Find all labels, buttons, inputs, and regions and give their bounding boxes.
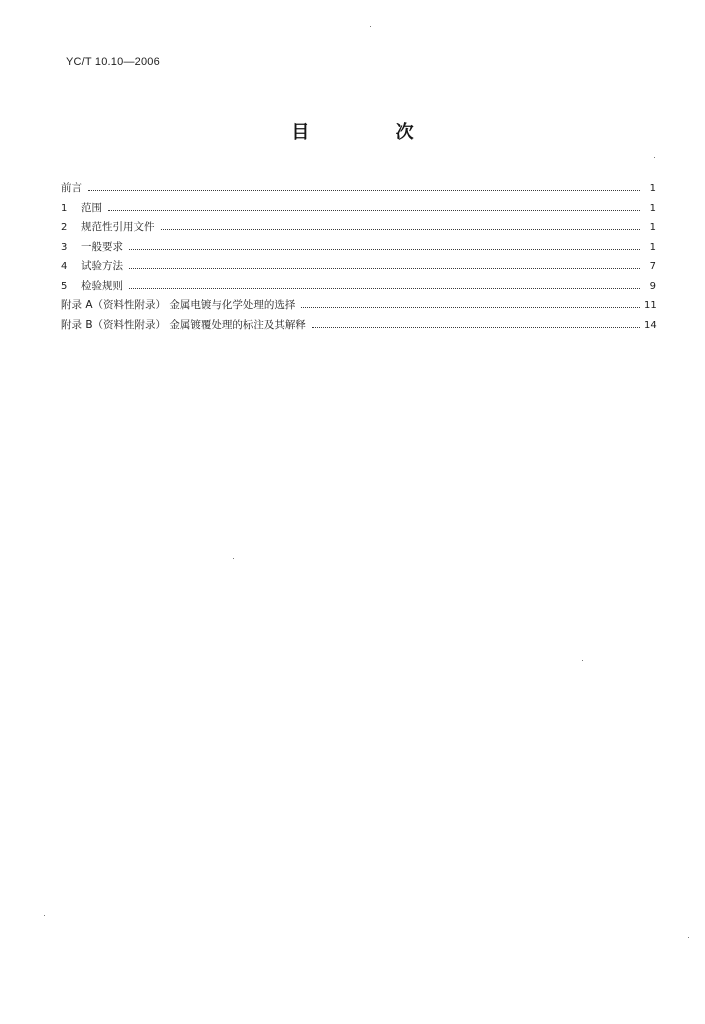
toc-entry-page: 1 [649,202,656,214]
toc-entry-title: 规范性引用文件 [81,221,155,233]
dot-leader [312,327,640,328]
toc-entry-title: 附录 B（资料性附录） 金属镀覆处理的标注及其解释 [61,318,306,331]
toc-entry-title: 附录 A（资料性附录） 金属电镀与化学处理的选择 [61,299,296,311]
dot-leader [88,190,640,191]
dot-leader [129,288,640,289]
toc-entry-number: 5 [61,280,68,292]
toc-entry-scope[interactable] [61,200,656,220]
toc-entry-normative-references[interactable] [61,219,656,239]
toc-entry-number: 3 [61,241,68,253]
toc-entry-number: 4 [61,261,68,272]
toc-entry-page: 1 [649,222,656,233]
toc-entry-page: 1 [649,183,656,194]
scan-speck [44,915,45,916]
toc-entry-page: 7 [649,261,656,272]
toc-entry-number: 1 [61,202,68,214]
dot-leader [108,210,640,211]
toc-entry-foreword[interactable] [61,180,656,200]
dot-leader [301,307,640,308]
toc-entry-title: 前言 [61,182,82,194]
scan-speck [370,26,371,27]
toc-entry-page: 11 [644,300,657,311]
toc-entry-test-methods[interactable] [61,258,656,278]
scan-speck [688,937,689,938]
toc-entry-number: 2 [61,222,68,233]
toc-entry-annex-b[interactable] [61,317,656,337]
dot-leader [129,249,640,250]
scan-speck [582,660,583,661]
toc-entry-title: 范围 [81,201,102,214]
toc-entry-title: 一般要求 [81,240,123,253]
toc-entry-page: 14 [644,319,657,331]
dot-leader [129,268,640,269]
toc-title: 目 次 [291,122,454,143]
dot-leader [161,229,641,230]
scan-speck [654,157,655,158]
standard-code: YC/T 10.10—2006 [66,56,160,68]
toc-entry-general-requirements[interactable] [61,239,656,259]
toc-entry-inspection-rules[interactable] [61,278,656,298]
toc-entry-page: 1 [649,241,656,253]
toc-entry-title: 检验规则 [81,279,123,292]
table-of-contents [61,180,656,336]
toc-entry-page: 9 [649,280,656,292]
scan-speck [233,558,234,559]
toc-entry-annex-a[interactable] [61,297,656,317]
toc-entry-title: 试验方法 [81,260,123,272]
